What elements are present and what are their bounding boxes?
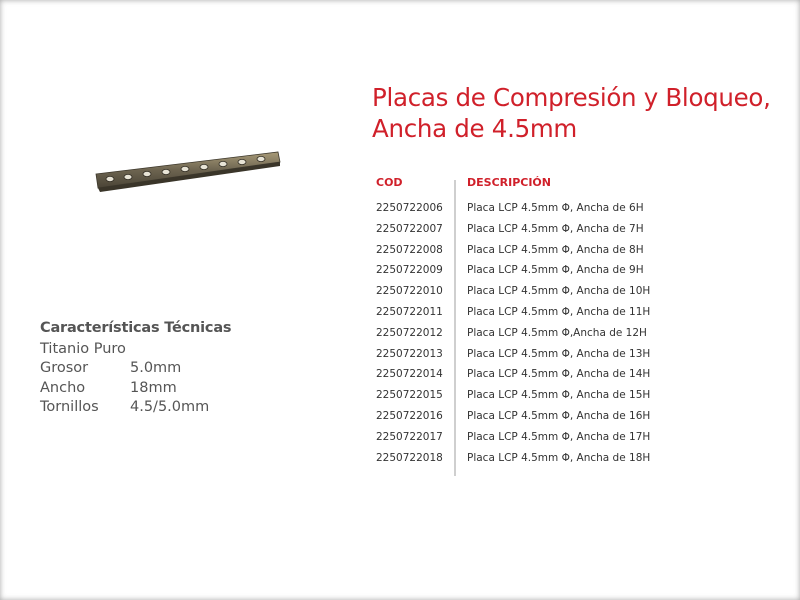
table-row xyxy=(376,202,796,223)
column-header-description: DESCRIPCIÓN xyxy=(467,176,551,189)
table-row xyxy=(376,244,796,265)
page-title xyxy=(372,82,792,144)
spec-label: Ancho xyxy=(40,379,86,396)
product-description: Placa LCP 4.5mm Φ, Ancha de 6H xyxy=(467,202,644,214)
table-row xyxy=(376,306,796,327)
table-row xyxy=(376,223,796,244)
spec-label: Tornillos xyxy=(40,399,99,415)
table-row xyxy=(376,410,796,431)
spec-value: 4.5/5.0mm xyxy=(130,399,210,415)
table-row xyxy=(376,368,796,389)
product-code: 2250722006 xyxy=(376,202,443,214)
technical-specs xyxy=(40,319,231,418)
product-code: 2250722008 xyxy=(376,243,443,256)
spec-row xyxy=(40,359,231,379)
spec-row xyxy=(40,398,231,418)
product-description: Placa LCP 4.5mm Φ, Ancha de 10H xyxy=(467,285,651,298)
product-code: 2250722013 xyxy=(376,347,443,360)
table-row xyxy=(376,348,796,369)
product-description: Placa LCP 4.5mm Φ, Ancha de 9H xyxy=(467,264,644,277)
product-image-plate xyxy=(92,148,282,194)
spec-label: Grosor xyxy=(40,360,89,376)
product-code: 2250722015 xyxy=(376,389,443,402)
spec-value: 18mm xyxy=(130,379,177,396)
product-code: 2250722012 xyxy=(376,326,443,339)
product-description: Placa LCP 4.5mm Φ, Ancha de 14H xyxy=(467,368,651,381)
specs-heading: Características Técnicas xyxy=(40,320,232,336)
title-line-2: Ancha de 4.5mm xyxy=(372,114,577,143)
product-code: 2250722009 xyxy=(376,264,443,277)
product-description: Placa LCP 4.5mm Φ, Ancha de 17H xyxy=(467,430,651,443)
table-row xyxy=(376,264,796,285)
table-row xyxy=(376,285,796,306)
product-description: Placa LCP 4.5mm Φ, Ancha de 8H xyxy=(467,243,644,256)
table-row xyxy=(376,327,796,348)
product-code: 2250722017 xyxy=(376,430,443,443)
table-row xyxy=(376,431,796,452)
product-description: Placa LCP 4.5mm Φ, Ancha de 7H xyxy=(467,222,644,235)
product-description: Placa LCP 4.5mm Φ, Ancha de 15H xyxy=(467,389,651,402)
table-row xyxy=(376,452,796,473)
product-code: 2250722010 xyxy=(376,285,443,298)
product-description: Placa LCP 4.5mm Φ, Ancha de 13H xyxy=(467,347,651,360)
table-row xyxy=(376,389,796,410)
column-header-code: COD xyxy=(376,176,403,189)
spec-value: 5.0mm xyxy=(130,360,182,376)
title-line-1: Placas de Compresión y Bloqueo, xyxy=(372,83,771,112)
specs-material: Titanio Puro xyxy=(40,340,126,357)
product-code: 2250722018 xyxy=(376,451,443,464)
bone-plate-image xyxy=(92,148,282,194)
product-code: 2250722014 xyxy=(376,368,443,381)
product-description: Placa LCP 4.5mm Φ, Ancha de 11H xyxy=(467,305,651,318)
table-body xyxy=(376,202,796,472)
product-description: Placa LCP 4.5mm Φ,Ancha de 12H xyxy=(467,326,647,339)
product-description: Placa LCP 4.5mm Φ, Ancha de 18H xyxy=(467,451,651,464)
product-code: 2250722016 xyxy=(376,409,443,422)
spec-row xyxy=(40,379,231,399)
product-code: 2250722011 xyxy=(376,305,443,318)
product-code: 2250722007 xyxy=(376,222,443,235)
product-description: Placa LCP 4.5mm Φ, Ancha de 16H xyxy=(467,409,651,422)
